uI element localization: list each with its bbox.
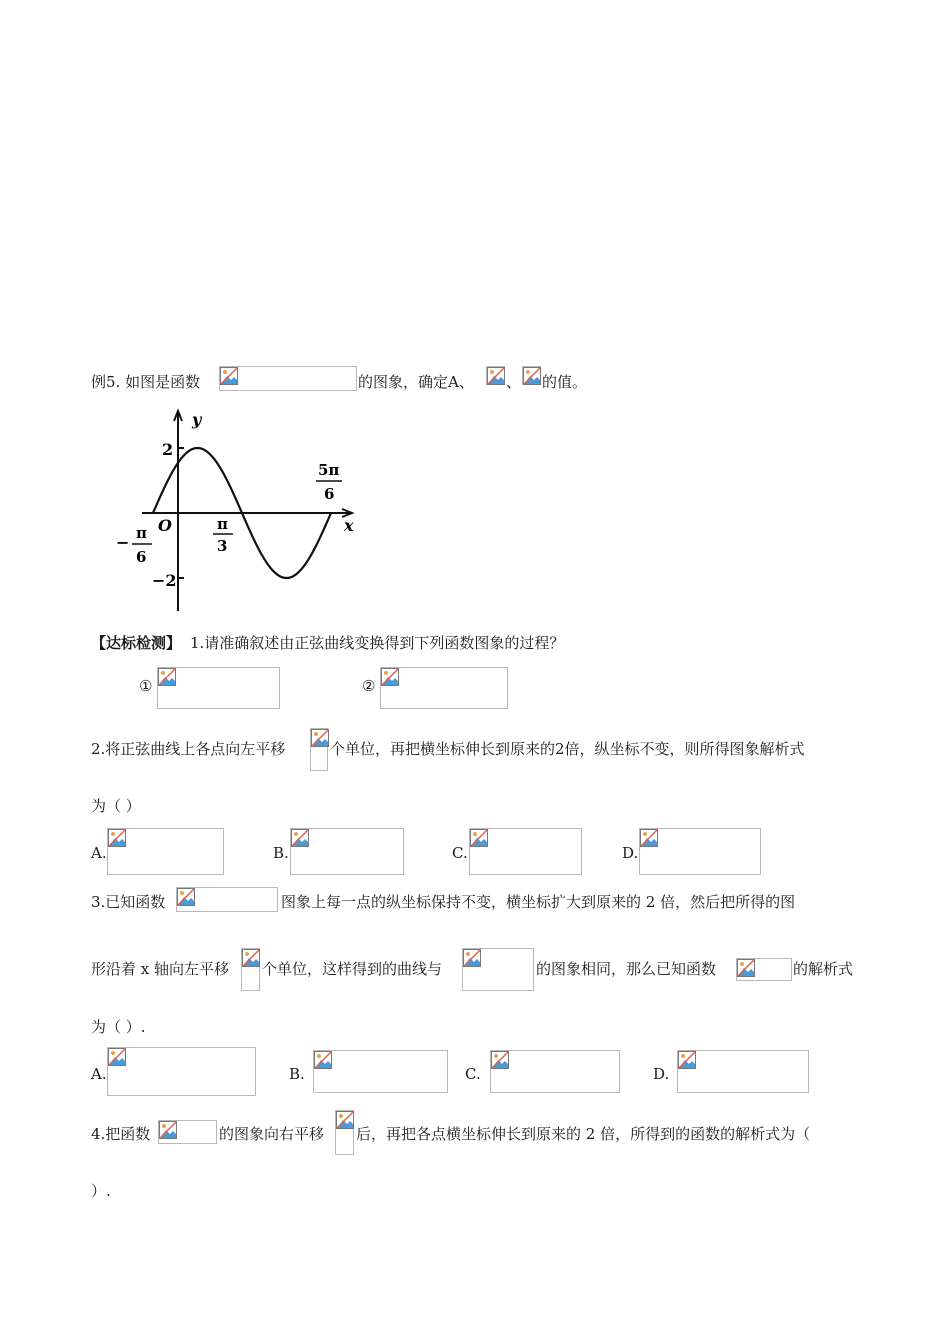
q3-text-part4: 个单位，这样得到的曲线与	[262, 960, 443, 978]
formula-image	[469, 828, 582, 875]
question-1-text: 1.请准确叙述由正弦曲线变换得到下列函数图象的过程？	[190, 634, 565, 652]
q4-text-part3: 后，再把各点横坐标伸长到原来的 2 倍，所得到的函数的解析式为（	[356, 1125, 811, 1143]
formula-image	[176, 887, 278, 912]
broken-image-icon	[470, 829, 488, 847]
example5-mid: 的图象，确定A、	[358, 373, 474, 391]
broken-image-icon	[177, 888, 195, 906]
broken-image-icon	[640, 829, 658, 847]
tick-label-neg-pi6-den: 6	[136, 548, 147, 566]
q3-text-part2: 图象上每一点的纵坐标保持不变，横坐标扩大到原来的 2 倍，然后把所得的图	[281, 893, 796, 911]
broken-image-icon	[159, 1121, 177, 1139]
example5-prefix: 例5. 如图是函数	[91, 373, 201, 391]
formula-image	[157, 667, 280, 709]
q1-option-1-label: ①	[139, 677, 153, 695]
q3-choice-a-label: A.	[91, 1065, 107, 1083]
q3-choice-d-label: D.	[653, 1065, 670, 1083]
broken-image-icon	[381, 668, 399, 686]
symbol-image	[486, 366, 505, 385]
broken-image-icon	[678, 1051, 696, 1069]
broken-image-icon	[108, 829, 126, 847]
q3-text-part1: 3.已知函数	[91, 893, 166, 911]
q3-choice-c-label: C.	[465, 1065, 481, 1083]
broken-image-icon	[491, 1051, 509, 1069]
formula-image	[310, 728, 328, 771]
tick-label-neg-sign: −	[116, 533, 130, 552]
q3-text-part6: 的解析式	[793, 960, 854, 978]
tick-label-5pi6-num: 5π	[318, 461, 340, 479]
formula-image	[677, 1050, 809, 1093]
formula-image	[241, 948, 260, 991]
example5-sep: 、	[506, 373, 522, 391]
tick-label-2: 2	[162, 440, 174, 459]
formula-image	[639, 828, 761, 875]
q2-text-part1: 2.将正弦曲线上各点向左平移	[91, 740, 286, 758]
broken-image-icon	[463, 949, 481, 967]
q4-text-part2: 的图象向右平移	[219, 1125, 325, 1143]
broken-image-icon	[108, 1048, 126, 1066]
formula-image	[107, 1047, 256, 1096]
broken-image-icon	[314, 1051, 332, 1069]
q3-text-part7: 为（ ）.	[91, 1018, 146, 1036]
tick-label-pi3-den: 3	[217, 537, 228, 555]
q3-text-part5: 的图象相同，那么已知函数	[536, 960, 717, 978]
q4-text-part1: 4.把函数	[91, 1125, 151, 1143]
x-axis-label: x	[344, 516, 354, 535]
y-axis-label: y	[192, 410, 202, 429]
q2-choice-a-label: A.	[91, 844, 107, 862]
section-heading: 【达标检测】	[91, 634, 182, 652]
q2-text-part3: 为（ ）	[91, 797, 141, 815]
formula-image	[335, 1110, 354, 1155]
broken-image-icon	[311, 729, 329, 747]
q1-option-2-label: ②	[362, 677, 376, 695]
broken-image-icon	[737, 959, 755, 977]
broken-image-icon	[523, 367, 541, 385]
tick-label-5pi6-den: 6	[324, 485, 335, 503]
formula-image	[490, 1050, 620, 1093]
q3-choice-b-label: B.	[289, 1065, 305, 1083]
origin-label: O	[158, 516, 172, 535]
broken-image-icon	[220, 367, 238, 385]
formula-image	[219, 366, 357, 391]
tick-label-pi3-num: π	[217, 515, 228, 533]
broken-image-icon	[291, 829, 309, 847]
formula-image	[380, 667, 508, 709]
q3-text-part3: 形沿着 x 轴向左平移	[91, 960, 229, 978]
formula-image	[313, 1050, 448, 1093]
q4-text-part4: ）.	[91, 1182, 111, 1200]
formula-image	[462, 948, 534, 991]
formula-image	[736, 958, 792, 981]
tick-label-neg-pi6-num: π	[136, 524, 147, 542]
symbol-image	[522, 366, 541, 385]
example5-suffix: 的值。	[542, 373, 588, 391]
broken-image-icon	[487, 367, 505, 385]
broken-image-icon	[336, 1111, 354, 1129]
q2-text-part2: 个单位，再把横坐标伸长到原来的2倍，纵坐标不变，则所得图象解析式	[330, 740, 805, 758]
q2-choice-b-label: B.	[273, 844, 289, 862]
sine-graph	[112, 405, 372, 617]
broken-image-icon	[242, 949, 260, 967]
formula-image	[290, 828, 404, 875]
formula-image	[158, 1120, 217, 1144]
broken-image-icon	[158, 668, 176, 686]
q2-choice-d-label: D.	[622, 844, 639, 862]
tick-label-neg2: −2	[152, 571, 177, 590]
formula-image	[107, 828, 224, 875]
q2-choice-c-label: C.	[452, 844, 468, 862]
